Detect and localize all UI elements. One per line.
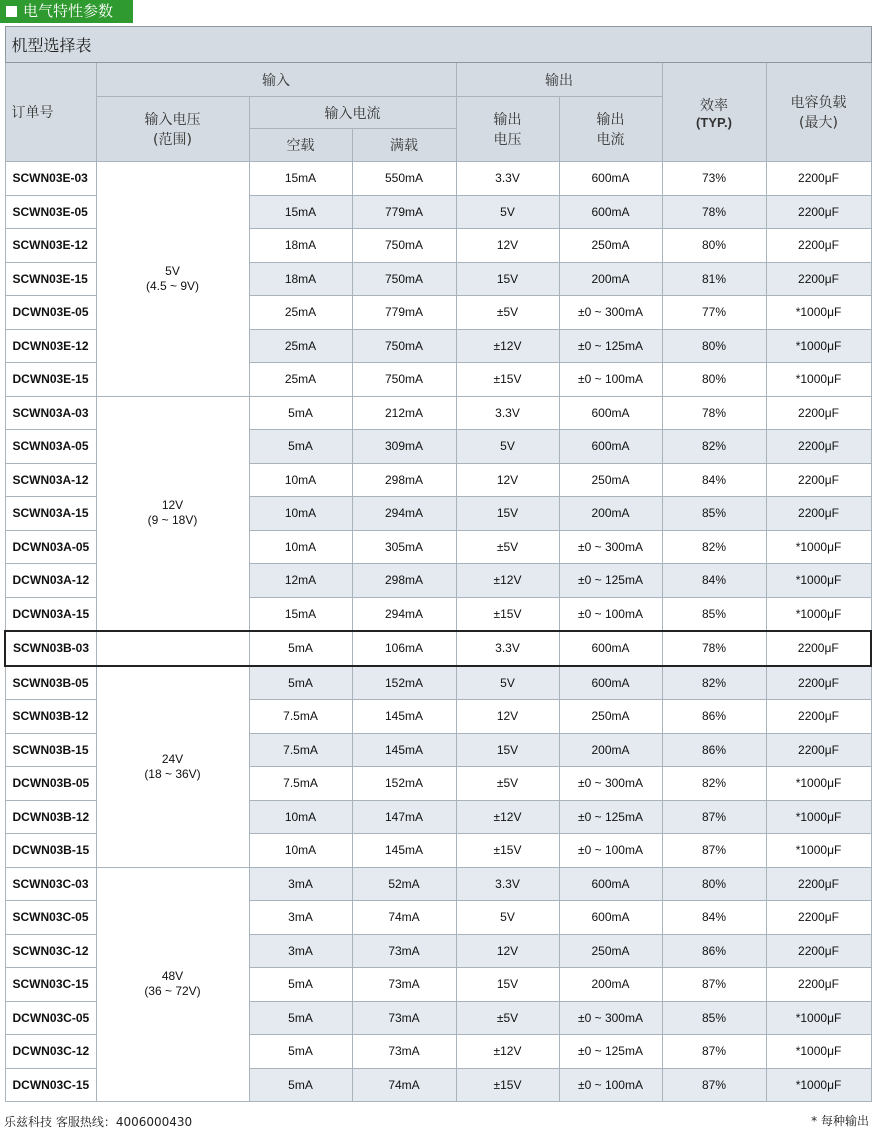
header-efficiency-label: 效率 <box>700 97 728 114</box>
table-row <box>5 396 871 430</box>
header-input-current: 输入电流 <box>249 97 456 129</box>
efficiency-cell: 78% <box>662 195 766 229</box>
efficiency-cell: 73% <box>662 162 766 196</box>
output-voltage-cell: ±5V <box>456 1001 559 1035</box>
output-voltage-cell: 12V <box>456 700 559 734</box>
header-input-voltage-sub: (范围) <box>153 132 192 148</box>
cap-load-cell: *1000μF <box>766 1035 871 1069</box>
output-current-cell: 600mA <box>559 631 662 666</box>
input-voltage-group-cell <box>96 162 249 397</box>
full-load-cell: 550mA <box>352 162 456 196</box>
output-current-cell: ±0 ~ 125mA <box>559 564 662 598</box>
header-no-load: 空载 <box>249 129 352 162</box>
input-voltage-group-cell <box>96 396 249 631</box>
output-current-cell: ±0 ~ 300mA <box>559 767 662 801</box>
no-load-cell: 5mA <box>249 396 352 430</box>
model-cell: SCWN03B-15 <box>5 733 96 767</box>
full-load-cell: 309mA <box>352 430 456 464</box>
no-load-cell: 7.5mA <box>249 733 352 767</box>
full-load-cell: 779mA <box>352 195 456 229</box>
no-load-cell: 12mA <box>249 564 352 598</box>
efficiency-cell: 82% <box>662 666 766 700</box>
input-voltage-range: (36 ~ 72V) <box>144 984 201 999</box>
header-cap-load-label: 电容负载 <box>790 95 847 111</box>
full-load-cell: 305mA <box>352 530 456 564</box>
efficiency-cell: 85% <box>662 597 766 631</box>
full-load-cell: 294mA <box>352 497 456 531</box>
full-load-cell: 145mA <box>352 834 456 868</box>
efficiency-cell: 78% <box>662 631 766 666</box>
model-cell: SCWN03A-15 <box>5 497 96 531</box>
model-cell: SCWN03A-12 <box>5 463 96 497</box>
model-cell: SCWN03C-12 <box>5 934 96 968</box>
cap-load-cell: *1000μF <box>766 800 871 834</box>
output-current-cell: ±0 ~ 100mA <box>559 363 662 397</box>
efficiency-cell: 80% <box>662 867 766 901</box>
table-row <box>5 867 871 901</box>
output-voltage-cell: ±5V <box>456 767 559 801</box>
model-cell: DCWN03E-12 <box>5 329 96 363</box>
output-voltage-cell: ±15V <box>456 834 559 868</box>
no-load-cell: 5mA <box>249 968 352 1002</box>
header-input-voltage-label: 输入电压 <box>144 112 201 128</box>
cap-load-cell: 2200μF <box>766 396 871 430</box>
cap-load-cell: 2200μF <box>766 195 871 229</box>
full-load-cell: 145mA <box>352 700 456 734</box>
output-current-cell: 600mA <box>559 162 662 196</box>
model-cell: DCWN03B-05 <box>5 767 96 801</box>
cap-load-cell: 2200μF <box>766 497 871 531</box>
output-voltage-cell: 12V <box>456 229 559 263</box>
cap-load-cell: *1000μF <box>766 329 871 363</box>
no-load-cell: 3mA <box>249 934 352 968</box>
square-bullet-icon <box>6 6 17 17</box>
table-row <box>5 631 871 666</box>
efficiency-cell: 87% <box>662 1068 766 1102</box>
footer-company: 乐兹科技 客服热线：4006000430 <box>4 1115 193 1129</box>
section-badge <box>0 0 133 23</box>
model-cell: DCWN03A-05 <box>5 530 96 564</box>
efficiency-cell: 87% <box>662 834 766 868</box>
cap-load-cell: 2200μF <box>766 162 871 196</box>
no-load-cell: 15mA <box>249 597 352 631</box>
cap-load-cell: 2200μF <box>766 867 871 901</box>
full-load-cell: 298mA <box>352 463 456 497</box>
input-voltage-empty-cell <box>96 631 249 666</box>
no-load-cell: 5mA <box>249 1001 352 1035</box>
model-cell: DCWN03B-12 <box>5 800 96 834</box>
full-load-cell: 106mA <box>352 631 456 666</box>
cap-load-cell: *1000μF <box>766 564 871 598</box>
full-load-cell: 750mA <box>352 329 456 363</box>
full-load-cell: 74mA <box>352 901 456 935</box>
no-load-cell: 7.5mA <box>249 700 352 734</box>
cap-load-cell: 2200μF <box>766 262 871 296</box>
model-selection-table-wrapper <box>4 26 870 1102</box>
model-cell: SCWN03E-15 <box>5 262 96 296</box>
input-voltage-range: (9 ~ 18V) <box>147 513 198 528</box>
full-load-cell: 294mA <box>352 597 456 631</box>
efficiency-cell: 82% <box>662 430 766 464</box>
output-voltage-cell: ±12V <box>456 329 559 363</box>
table-row <box>5 162 871 196</box>
full-load-cell: 779mA <box>352 296 456 330</box>
no-load-cell: 15mA <box>249 195 352 229</box>
cap-load-cell: *1000μF <box>766 1001 871 1035</box>
no-load-cell: 7.5mA <box>249 767 352 801</box>
header-order-no: 订单号 <box>5 63 96 162</box>
efficiency-cell: 82% <box>662 767 766 801</box>
cap-load-cell: 2200μF <box>766 733 871 767</box>
output-voltage-cell: 3.3V <box>456 396 559 430</box>
header-efficiency-sub: (TYP.) <box>696 114 732 130</box>
efficiency-cell: 80% <box>662 229 766 263</box>
efficiency-cell: 80% <box>662 363 766 397</box>
input-voltage-value: 12V <box>161 498 184 513</box>
input-voltage-range: (4.5 ~ 9V) <box>145 278 200 293</box>
no-load-cell: 3mA <box>249 867 352 901</box>
efficiency-cell: 86% <box>662 700 766 734</box>
cap-load-cell: 2200μF <box>766 229 871 263</box>
full-load-cell: 298mA <box>352 564 456 598</box>
cap-load-cell: *1000μF <box>766 530 871 564</box>
output-current-cell: 250mA <box>559 700 662 734</box>
header-full-load: 满载 <box>352 129 456 162</box>
output-current-cell: ±0 ~ 300mA <box>559 296 662 330</box>
efficiency-cell: 84% <box>662 564 766 598</box>
full-load-cell: 750mA <box>352 262 456 296</box>
no-load-cell: 18mA <box>249 262 352 296</box>
cap-load-cell: 2200μF <box>766 968 871 1002</box>
full-load-cell: 73mA <box>352 1035 456 1069</box>
header-cap-load <box>766 63 871 162</box>
output-current-cell: 600mA <box>559 195 662 229</box>
output-voltage-cell: ±5V <box>456 296 559 330</box>
output-current-cell: ±0 ~ 100mA <box>559 1068 662 1102</box>
cap-load-cell: 2200μF <box>766 631 871 666</box>
header-output-current-line1: 输出 <box>596 112 625 128</box>
model-cell: SCWN03E-05 <box>5 195 96 229</box>
output-current-cell: 200mA <box>559 497 662 531</box>
model-cell: DCWN03B-15 <box>5 834 96 868</box>
cap-load-cell: 2200μF <box>766 463 871 497</box>
efficiency-cell: 87% <box>662 1035 766 1069</box>
efficiency-cell: 81% <box>662 262 766 296</box>
efficiency-cell: 82% <box>662 530 766 564</box>
header-output: 输出 <box>456 63 662 97</box>
efficiency-cell: 86% <box>662 934 766 968</box>
output-current-cell: 200mA <box>559 262 662 296</box>
header-input-voltage <box>96 97 249 162</box>
output-current-cell: 200mA <box>559 968 662 1002</box>
table-row <box>5 666 871 700</box>
efficiency-cell: 85% <box>662 1001 766 1035</box>
model-cell: SCWN03E-12 <box>5 229 96 263</box>
efficiency-cell: 85% <box>662 497 766 531</box>
model-cell: SCWN03B-03 <box>5 631 96 666</box>
model-cell: DCWN03E-05 <box>5 296 96 330</box>
table-body <box>5 162 871 1102</box>
full-load-cell: 147mA <box>352 800 456 834</box>
output-current-cell: ±0 ~ 125mA <box>559 1035 662 1069</box>
no-load-cell: 5mA <box>249 430 352 464</box>
output-voltage-cell: ±12V <box>456 1035 559 1069</box>
output-current-cell: 250mA <box>559 934 662 968</box>
header-efficiency <box>662 63 766 162</box>
efficiency-cell: 87% <box>662 968 766 1002</box>
full-load-cell: 152mA <box>352 767 456 801</box>
output-current-cell: 250mA <box>559 463 662 497</box>
efficiency-cell: 84% <box>662 463 766 497</box>
cap-load-cell: *1000μF <box>766 834 871 868</box>
no-load-cell: 10mA <box>249 463 352 497</box>
output-voltage-cell: ±12V <box>456 800 559 834</box>
no-load-cell: 10mA <box>249 800 352 834</box>
model-cell: DCWN03C-12 <box>5 1035 96 1069</box>
no-load-cell: 10mA <box>249 530 352 564</box>
cap-load-cell: *1000μF <box>766 363 871 397</box>
no-load-cell: 25mA <box>249 363 352 397</box>
no-load-cell: 10mA <box>249 497 352 531</box>
no-load-cell: 3mA <box>249 901 352 935</box>
full-load-cell: 145mA <box>352 733 456 767</box>
cap-load-cell: 2200μF <box>766 934 871 968</box>
model-cell: SCWN03C-15 <box>5 968 96 1002</box>
no-load-cell: 10mA <box>249 834 352 868</box>
output-current-cell: ±0 ~ 125mA <box>559 800 662 834</box>
model-selection-table <box>4 26 872 1102</box>
model-cell: DCWN03E-15 <box>5 363 96 397</box>
section-label: 电气特性参数 <box>23 2 114 20</box>
input-voltage-group-cell <box>96 867 249 1102</box>
output-voltage-cell: ±15V <box>456 1068 559 1102</box>
output-current-cell: 600mA <box>559 666 662 700</box>
model-cell: DCWN03A-15 <box>5 597 96 631</box>
output-current-cell: 600mA <box>559 430 662 464</box>
input-voltage-value: 48V <box>161 969 184 984</box>
no-load-cell: 25mA <box>249 296 352 330</box>
output-current-cell: ±0 ~ 100mA <box>559 597 662 631</box>
cap-load-cell: 2200μF <box>766 666 871 700</box>
output-voltage-cell: ±15V <box>456 363 559 397</box>
output-voltage-cell: 15V <box>456 733 559 767</box>
input-voltage-group-cell <box>96 666 249 868</box>
output-current-cell: ±0 ~ 300mA <box>559 530 662 564</box>
output-voltage-cell: ±15V <box>456 597 559 631</box>
header-cap-load-sub: (最大) <box>799 115 838 131</box>
efficiency-cell: 78% <box>662 396 766 430</box>
model-cell: SCWN03B-05 <box>5 666 96 700</box>
no-load-cell: 18mA <box>249 229 352 263</box>
output-voltage-cell: 15V <box>456 968 559 1002</box>
output-current-cell: 600mA <box>559 396 662 430</box>
model-cell: SCWN03B-12 <box>5 700 96 734</box>
cap-load-cell: *1000μF <box>766 1068 871 1102</box>
efficiency-cell: 86% <box>662 733 766 767</box>
efficiency-cell: 84% <box>662 901 766 935</box>
model-cell: DCWN03A-12 <box>5 564 96 598</box>
header-output-current-line2: 电流 <box>596 132 625 148</box>
full-load-cell: 74mA <box>352 1068 456 1102</box>
no-load-cell: 5mA <box>249 666 352 700</box>
output-voltage-cell: 15V <box>456 497 559 531</box>
model-cell: SCWN03C-03 <box>5 867 96 901</box>
full-load-cell: 750mA <box>352 363 456 397</box>
no-load-cell: 5mA <box>249 631 352 666</box>
output-voltage-cell: 5V <box>456 666 559 700</box>
output-current-cell: 250mA <box>559 229 662 263</box>
output-voltage-cell: 5V <box>456 430 559 464</box>
cap-load-cell: 2200μF <box>766 700 871 734</box>
model-cell: DCWN03C-05 <box>5 1001 96 1035</box>
full-load-cell: 73mA <box>352 968 456 1002</box>
cap-load-cell: *1000μF <box>766 296 871 330</box>
input-voltage-value: 24V <box>161 751 184 766</box>
no-load-cell: 25mA <box>249 329 352 363</box>
header-input: 输入 <box>96 63 456 97</box>
model-cell: SCWN03A-03 <box>5 396 96 430</box>
output-current-cell: 600mA <box>559 867 662 901</box>
output-voltage-cell: 3.3V <box>456 867 559 901</box>
efficiency-cell: 80% <box>662 329 766 363</box>
output-voltage-cell: 3.3V <box>456 162 559 196</box>
output-voltage-cell: 3.3V <box>456 631 559 666</box>
full-load-cell: 750mA <box>352 229 456 263</box>
output-voltage-cell: ±12V <box>456 564 559 598</box>
output-voltage-cell: 12V <box>456 463 559 497</box>
output-current-cell: 200mA <box>559 733 662 767</box>
header-output-voltage <box>456 97 559 162</box>
efficiency-cell: 77% <box>662 296 766 330</box>
header-output-voltage-line1: 输出 <box>493 112 522 128</box>
efficiency-cell: 87% <box>662 800 766 834</box>
model-cell: SCWN03E-03 <box>5 162 96 196</box>
output-voltage-cell: 5V <box>456 901 559 935</box>
input-voltage-range: (18 ~ 36V) <box>144 766 201 781</box>
header-output-voltage-line2: 电压 <box>493 132 522 148</box>
cap-load-cell: 2200μF <box>766 901 871 935</box>
output-current-cell: ±0 ~ 100mA <box>559 834 662 868</box>
full-load-cell: 73mA <box>352 934 456 968</box>
output-current-cell: 600mA <box>559 901 662 935</box>
full-load-cell: 152mA <box>352 666 456 700</box>
header-output-current <box>559 97 662 162</box>
input-voltage-value: 5V <box>165 263 180 278</box>
model-cell: DCWN03C-15 <box>5 1068 96 1102</box>
no-load-cell: 5mA <box>249 1068 352 1102</box>
no-load-cell: 5mA <box>249 1035 352 1069</box>
cap-load-cell: *1000μF <box>766 767 871 801</box>
model-cell: SCWN03C-05 <box>5 901 96 935</box>
output-current-cell: ±0 ~ 300mA <box>559 1001 662 1035</box>
full-load-cell: 212mA <box>352 396 456 430</box>
output-voltage-cell: 5V <box>456 195 559 229</box>
no-load-cell: 15mA <box>249 162 352 196</box>
cap-load-cell: *1000μF <box>766 597 871 631</box>
cap-load-cell: 2200μF <box>766 430 871 464</box>
output-voltage-cell: 15V <box>456 262 559 296</box>
full-load-cell: 52mA <box>352 867 456 901</box>
output-current-cell: ±0 ~ 125mA <box>559 329 662 363</box>
output-voltage-cell: ±5V <box>456 530 559 564</box>
full-load-cell: 73mA <box>352 1001 456 1035</box>
output-voltage-cell: 12V <box>456 934 559 968</box>
model-cell: SCWN03A-05 <box>5 430 96 464</box>
table-title: 机型选择表 <box>5 27 871 63</box>
footer-note: * 每种输出 <box>811 1114 869 1128</box>
